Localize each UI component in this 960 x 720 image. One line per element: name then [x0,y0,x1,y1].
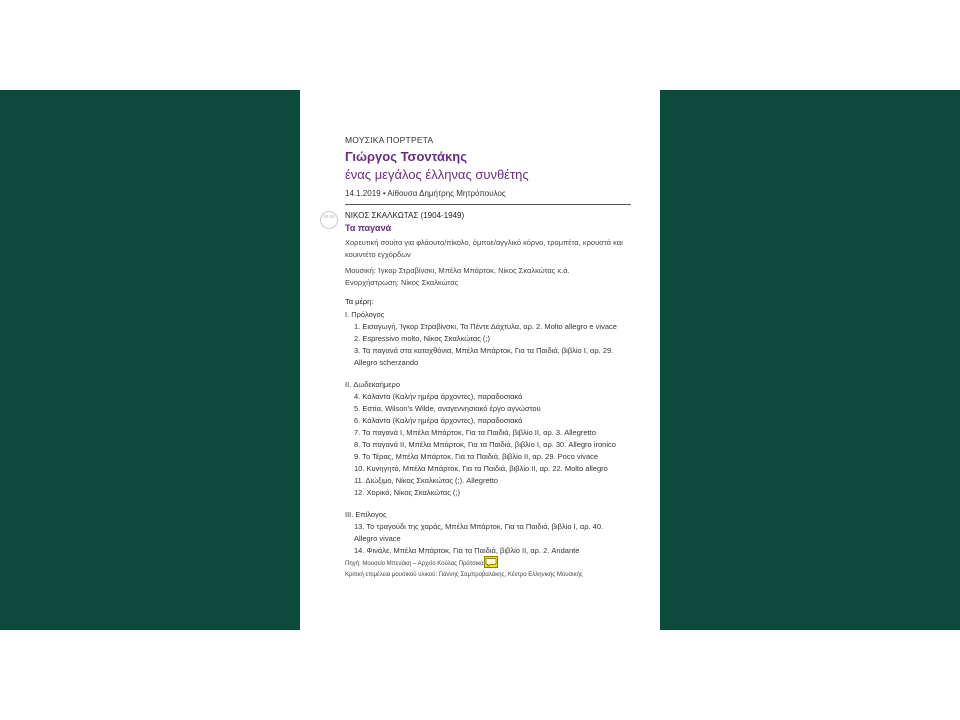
movement-item-continuation: Allegro scherzando [354,358,419,367]
movement-item: 3. Τα παγανά στα καταχθόνια, Μπέλα Μπάρτοκ, Για τα Παιδιά, βιβλίο Ι, αρ. 29. [354,346,614,355]
series-label: ΜΟΥΣΙΚΑ ΠΟΡΤΡΕΤΑ [345,135,434,145]
movement-item-continuation: Allegro vivace [354,534,401,543]
divider [345,204,631,205]
parts-label: Τα μέρη: [345,297,374,306]
movement-item: 2. Espressivo molto, Νίκος Σκαλκώτας (;) [354,334,490,343]
movement-item: 13. Το τραγούδι της χαράς, Μπέλα Μπάρτοκ, Για τα Παιδιά, βιβλίο Ι, αρ. 40. [354,522,604,531]
movement-item: 1. Εισαγωγή, Ίγκορ Στραβίνσκι, Τα Πέντε Δάχτυλα, αρ. 2. Molto allegro e vivace [354,322,617,331]
movement-item: 11. Διώξιμο, Νίκος Σκαλκώτας (;). Allegretto [354,476,498,485]
credits [345,265,570,289]
movement-item: 6. Κάλαντα (Καλήν ημέρα άρχοντες), παραδοσιακό [354,416,523,425]
movement-item: 12. Χορικό, Νίκος Σκαλκώτας (;) [354,488,460,497]
movement-item: 9. Το Τέρας, Μπέλα Μπάρτοκ, Για τα Παιδιά, βιβλίο ΙΙ, αρ. 29. Poco vivace [354,452,599,461]
movement-item: 5. Εστία, Wilson's Wilde, αναγεννησιακό έργο αγνώστου [354,404,541,413]
work-title: Τα παγανά [345,223,392,233]
movement-item: 4. Κάλαντα (Καλήν ημέρα άρχοντες), παραδοσιακό [354,392,523,401]
movement-item: 10. Κυνηγητό, Μπέλα Μπάρτοκ, Για τα Παιδιά, βιβλίο ΙΙ, αρ. 22. Molto allegro [354,464,608,473]
section-heading: I. Πρόλογος [345,310,385,319]
movement-item: 8. Τα παγανά ΙΙ, Μπέλα Μπάρτοκ, Για τα Παιδιά, βιβλίο Ι, αρ. 30. Allegro ironico [354,440,616,449]
section-heading: III. Επίλογος [345,510,387,519]
work-composer: ΝΙΚΟΣ ΣΚΑΛΚΩΤΑΣ (1904-1949) [345,211,465,220]
critical-edition-note: Κριτική επιμέλεια μουσικού υλικού: Γιάννης Σαμπροβαλάκης, Κέντρο Ελληνικής Μουσικής [345,572,583,578]
music-credit: Μουσική: Ίγκορ Στραβίνσκι, Μπέλα Μπάρτοκ, Νίκος Σκαλκώτας κ.ά. [345,266,570,275]
movement-item: 14. Φινάλε, Μπέλα Μπάρτοκ, Για τα Παιδιά, βιβλίο ΙΙ, αρ. 2. Andante [354,546,580,555]
section-heading: II. Δωδεκαήμερο [345,380,400,389]
program-page [300,90,660,630]
year-stamp: 20 19 [320,211,338,229]
work-description: Χορευτική σουίτα για φλάουτο/πίκολο, όμποε/αγγλικό κόρνο, τρομπέτα, κρουστά και κουιντέτο εγχόρδων [345,238,623,259]
source-note: Πηγή: Μουσείο Μπενάκη – Αρχείο Κούλας Πράτσικα [345,561,484,567]
orchestration-credit: Ενορχήστρωση: Νίκος Σκαλκώτας [345,278,459,287]
composer-portrait-name: Γιώργος Τσοντάκης [345,149,467,164]
portrait-subtitle: ένας μεγάλος έλληνας συνθέτης [345,167,529,182]
movement-item: 7. Τα παγανά Ι, Μπέλα Μπάρτοκ, Για τα Παιδιά, βιβλίο ΙΙ, αρ. 3. Allegretto [354,428,596,437]
date-venue: 14.1.2019 • Αίθουσα Δημήτρης Μητρόπουλος [345,189,506,198]
speech-bubble-icon[interactable] [484,556,498,568]
